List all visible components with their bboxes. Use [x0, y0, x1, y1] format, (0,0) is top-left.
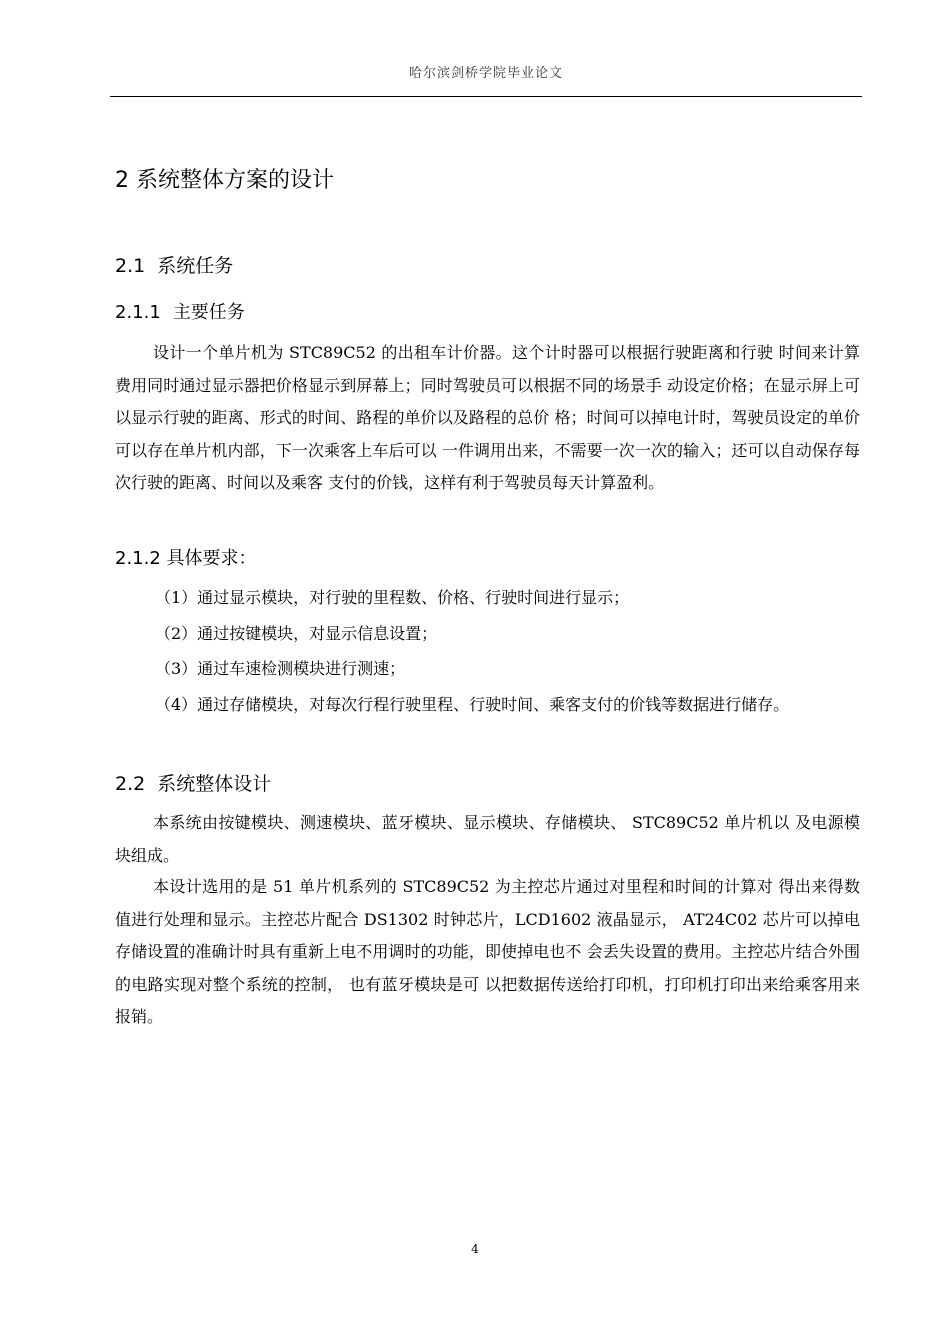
section-2-2-heading	[115, 769, 271, 796]
main-task-paragraph: 设计一个单片机为 STC89C52 的出租车计价器。这个计时器可以根据行驶距离和行驶 时间来计算费用同时通过显示器把价格显示到屏幕上；同时驾驶员可以根据不同的场景手 动设定价格；在显示屏上可以显示行驶的距离、形式的时间、路程的单价以及路程的总价 格；时间可以掉电计时，驾驶员设定的单价可以存在单片机内部，下一次乘客上车后可以 一件调用出来，不需要一次一次的输入；还可以自动保存每次行驶的距离、时间以及乘客 支付的价钱，这样有利于驾驶员每天计算盈利。	[115, 343, 860, 492]
section-number: 2.1	[115, 255, 146, 277]
list-item: （3）通过车速检测模块进行测速；	[155, 659, 406, 678]
section-2-1-2-heading: 2.1.2 具体要求：	[115, 548, 257, 569]
list-item: （1）通过显示模块，对行驶的里程数、价格、行驶时间进行显示；	[155, 588, 630, 607]
section-number: 2.1.1	[115, 302, 161, 323]
running-header: 哈尔滨剑桥学院毕业论文	[408, 66, 563, 81]
section-number: 2.2	[115, 773, 146, 795]
section-2-1-1-heading	[115, 298, 245, 324]
section-2-1-heading	[115, 251, 233, 278]
requirements-list	[115, 582, 860, 724]
design-description-paragraph: 本设计选用的是 51 单片机系列的 STC89C52 为主控芯片通过对里程和时间的计算对 得出来得数值进行处理和显示。主控芯片配合 DS1302 时钟芯片，LCD1602 液晶显示， AT24C02 芯片可以掉电存储设置的准确计时具有重新上电不用调时的功能，即使掉电也不 会丢失设置的费用。主控芯片结合外围的电路实现对整个系统的控制， 也有蓝牙模块是可 以把数据传送给打印机，打印机打印出来给乘客用来报销。	[115, 877, 860, 1026]
header-rule	[110, 96, 862, 97]
list-item: （4）通过存储模块，对每次行程行驶里程、行驶时间、乘客支付的价钱等数据进行储存。	[155, 694, 790, 714]
list-item: （2）通过按键模块，对显示信息设置；	[155, 623, 438, 643]
section-title: 主要任务	[172, 302, 245, 323]
page-number: 4	[471, 1242, 479, 1256]
section-title: 系统整体设计	[157, 773, 272, 795]
section-title: 系统任务	[157, 255, 234, 277]
system-composition-paragraph: 本系统由按键模块、测速模块、蓝牙模块、显示模块、存储模块、 STC89C52 单片机以 及电源模块组成。	[115, 813, 860, 865]
chapter-title: 2 系统整体方案的设计	[115, 168, 334, 193]
